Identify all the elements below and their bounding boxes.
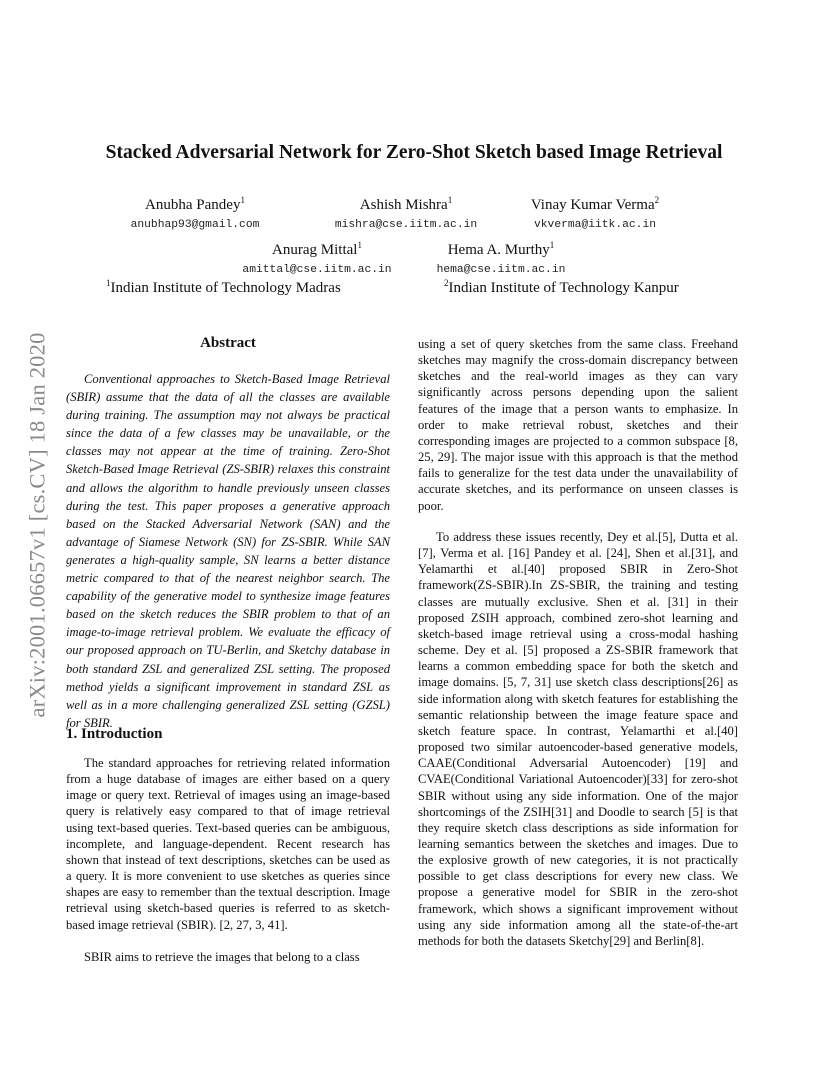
arxiv-stamp-text: arXiv:2001.06657v1 [cs.CV] 18 Jan 2020 — [25, 332, 50, 718]
author-email: anubhap93@gmail.com — [130, 219, 260, 231]
author-block — [110, 196, 280, 234]
affiliation-mark: 1 — [106, 278, 111, 288]
author-block — [310, 196, 502, 234]
affiliation — [444, 279, 679, 297]
author-block — [420, 241, 582, 279]
author-affiliation-mark: 1 — [240, 195, 245, 205]
author-affiliation-mark: 2 — [654, 195, 660, 205]
author-name: Ashish Mishra — [359, 197, 448, 213]
affiliation-mark: 2 — [444, 278, 449, 288]
author-email: vkverma@iitk.ac.in — [533, 219, 657, 231]
author-name: Anurag Mittal — [272, 242, 358, 258]
paper-title: Stacked Adversarial Network for Zero-Shot Sketch based Image Retrieval — [105, 142, 723, 163]
body-paragraph: using a set of query sketches from the same class. Freehand sketches may magnify the cross-domain discrepancy between sketches and the real-world images as they can vary significantly across persons depending upon the salient features of the image that a person wants to emphasize. In order to make retrieval robust, sketches and their corresponding images are projected to a common subspace [8, 25, 29]. The major issue with this approach is that the method fails to generalize for the test data under the unavailability of accurate sketches, and its performance on unseen classes is poor. — [418, 337, 738, 513]
author-affiliation-mark: 1 — [447, 195, 453, 205]
arxiv-identifier — [22, 290, 54, 760]
author-email: amittal@cse.iitm.ac.in — [242, 264, 392, 276]
introduction-paragraph: The standard approaches for retrieving related information from a huge database of images are either based on a query image or query text. Retrieval of images using an image-based query is relatively easy compared to that of image retrieval using text-based queries. Text-based queries can be ambiguous, incomplete, and language-dependent. Recent research has shown that instead of text descriptions, sketches can be used as a query. It is more convenient to use sketches as queries since shapes are easy to remember than the textual description. Image retrieval using sketch-based queries is referred to as sketch-based image retrieval (SBIR). [2, 27, 3, 41]. — [66, 756, 390, 932]
introduction-heading: 1. Introduction — [66, 726, 163, 742]
author-affiliation-mark: 1 — [549, 240, 555, 250]
author-block — [224, 241, 410, 279]
author-block — [514, 196, 676, 234]
abstract-text: Conventional approaches to Sketch-Based Image Retrieval (SBIR) assume that the data of all the classes are available during training. The assumption may not always be practical since the data of a few classes may be unavailable, or the classes may not appear at the time of training. Zero-Shot Sketch-Based Image Retrieval (ZS-SBIR) relaxes this constraint and allows the algorithm to handle previously unseen classes during the test. This paper proposes a generative approach based on the Stacked Adversarial Network (SAN) and the advantage of Siamese Network (SN) for ZS-SBIR. While SAN generates a high-quality sample, SN learns a better distance metric compared to that of the nearest neighbor search. The capability of the generative model to synthesize image features based on the sketch reduces the SBIR problem to that of an image-to-image retrieval problem. We evaluate the efficacy of our proposed approach on TU-Berlin, and Sketchy database in both standard ZSL and generalized ZSL setting. The proposed method yields a significant improvement in standard ZSL as well as in a more challenging generalized ZSL setting (GZSL) for SBIR. — [66, 372, 390, 730]
body-paragraph: To address these issues recently, Dey et al.[5], Dutta et al. [7], Verma et al. [16] Pandey et al. [24], Shen et al.[31], and Yelamarthi et al.[40] proposed SBIR in Zero-Shot framework(ZS-SBIR).In ZS-SBIR, the training and testing classes are mutually exclusive. Shen et al. [31] in their proposed ZSIH approach, combined zero-shot learning and sketch-based image retrieval using a cross-modal hashing scheme. Dey et al. [5] proposed a ZS-SBIR framework that learns a common embedding space for both the sketch and image domains. [5, 7, 31] use sketch class descriptions[26] as side information along with sketch features for establishing the semantic relationship between the image feature space and sketch feature space. In contrast, Yelamarthi et al.[40] proposed two similar autoencoder-based generative models, CAAE(Conditional Adversarial Autoencoder) [19] and CVAE(Conditional Variational Autoencoder)[33] for zero-shot SBIR without using any side information. One of the major shortcomings of the ZSIH[31] and Doodle to search [5] is that they require sketch class descriptions as side information for learning semantics between the sketches and images. Due to the explosive growth of new categories, it is not practically possible to get class descriptions for every new class. We propose a generative model for SBIR in the zero-shot framework, which shows a significant improvement without using any side information among all the state-of-the-art methods for both the datasets Sketchy[29] and Berlin[8]. — [418, 530, 738, 948]
introduction-paragraph: SBIR aims to retrieve the images that belong to a class — [84, 950, 360, 964]
author-email: mishra@cse.iitm.ac.in — [334, 219, 478, 231]
author-name: Vinay Kumar Verma — [530, 197, 655, 213]
abstract-heading: Abstract — [200, 335, 256, 351]
author-name: Anubha Pandey — [145, 197, 241, 213]
affiliation-name: Indian Institute of Technology Kanpur — [448, 280, 679, 296]
affiliation — [106, 279, 341, 297]
author-email: hema@cse.iitm.ac.in — [436, 264, 566, 276]
author-name: Hema A. Murthy — [447, 242, 550, 258]
affiliation-name: Indian Institute of Technology Madras — [110, 280, 341, 296]
author-affiliation-mark: 1 — [357, 240, 362, 250]
